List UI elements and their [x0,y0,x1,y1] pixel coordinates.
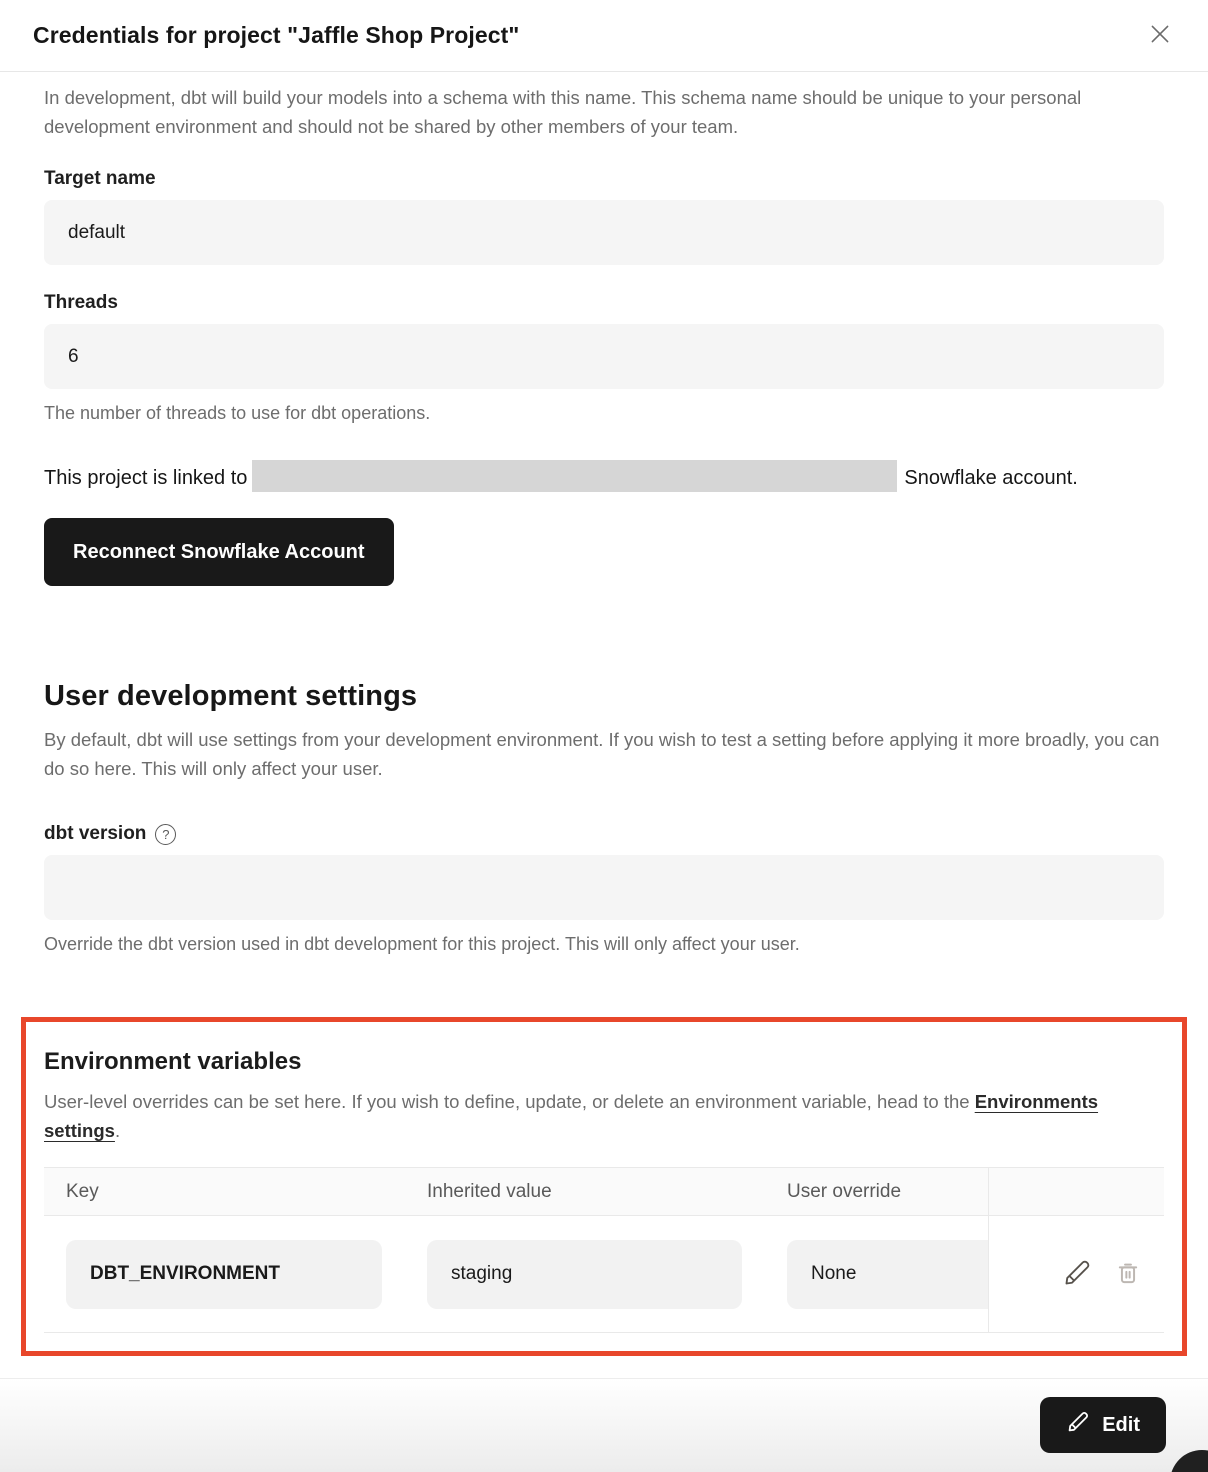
modal-body [0,72,1208,1356]
linked-text-before: This project is linked to [44,467,248,489]
dbt-version-input[interactable] [44,855,1164,920]
modal-footer [0,1378,1208,1472]
delete-row-button[interactable] [1114,1259,1142,1290]
column-header-inherited-value: Inherited value [427,1180,552,1202]
edit-row-button[interactable] [1062,1258,1092,1291]
column-header-actions [988,1168,1164,1215]
environment-variables-description [44,1087,1164,1145]
environment-variables-highlight-box [21,1017,1187,1356]
linked-text-after: Snowflake account. [904,467,1078,489]
modal-header [0,0,1208,72]
pencil-icon [1062,1258,1092,1291]
help-question-icon[interactable]: ? [155,824,176,845]
column-header-user-override: User override [787,1180,902,1202]
close-icon [1147,21,1173,50]
env-desc-before-link: User-level overrides can be set here. If you wish to define, update, or delete an environment variable, head to the [44,1091,975,1112]
edit-button-label: Edit [1102,1413,1140,1436]
table-header-row [44,1167,1164,1216]
schema-description: In development, dbt will build your models into a schema with this name. This schema name should be unique to your personal development environment and should not be shared by other members of your team. [44,87,1082,137]
table-row [44,1216,1164,1333]
reconnect-snowflake-button[interactable] [44,518,394,586]
threads-input[interactable] [44,324,1164,389]
env-var-key-cell: DBT_ENVIRONMENT [66,1240,382,1309]
target-name-label: Target name [44,168,156,189]
edit-pencil-icon [1066,1410,1090,1440]
redacted-account-name [252,460,897,492]
threads-label: Threads [44,292,118,313]
dbt-version-help-text: Override the dbt version used in dbt development for this project. This will only affect your user. [44,934,800,954]
close-button[interactable] [1142,18,1178,54]
reconnect-button-label: Reconnect Snowflake Account [73,540,365,563]
column-header-key: Key [66,1180,99,1202]
row-actions-cell [988,1216,1164,1332]
edit-button[interactable] [1040,1397,1166,1453]
modal-title: Credentials for project "Jaffle Shop Project" [33,22,520,48]
user-dev-settings-description: By default, dbt will use settings from your development environment. If you wish to test a setting before applying it more broadly, you can do so here. This will only affect your user. [44,729,1160,779]
environments-settings-link[interactable]: Environments settings [44,1091,1099,1141]
dbt-version-label-row [44,823,1164,845]
target-name-input[interactable] [44,200,1164,265]
environment-variables-table [44,1167,1164,1333]
env-var-inherited-value-cell: staging [427,1240,742,1309]
floating-widget-partial[interactable] [1170,1450,1208,1472]
dbt-version-label: dbt version [44,823,147,844]
environment-variables-heading: Environment variables [44,1048,302,1075]
env-var-user-override-cell: None [787,1240,988,1309]
user-dev-settings-heading: User development settings [44,680,418,712]
snowflake-linked-text [44,460,1164,496]
trash-icon [1114,1259,1142,1290]
threads-help-text: The number of threads to use for dbt operations. [44,403,431,423]
env-desc-after-link: . [114,1120,121,1141]
